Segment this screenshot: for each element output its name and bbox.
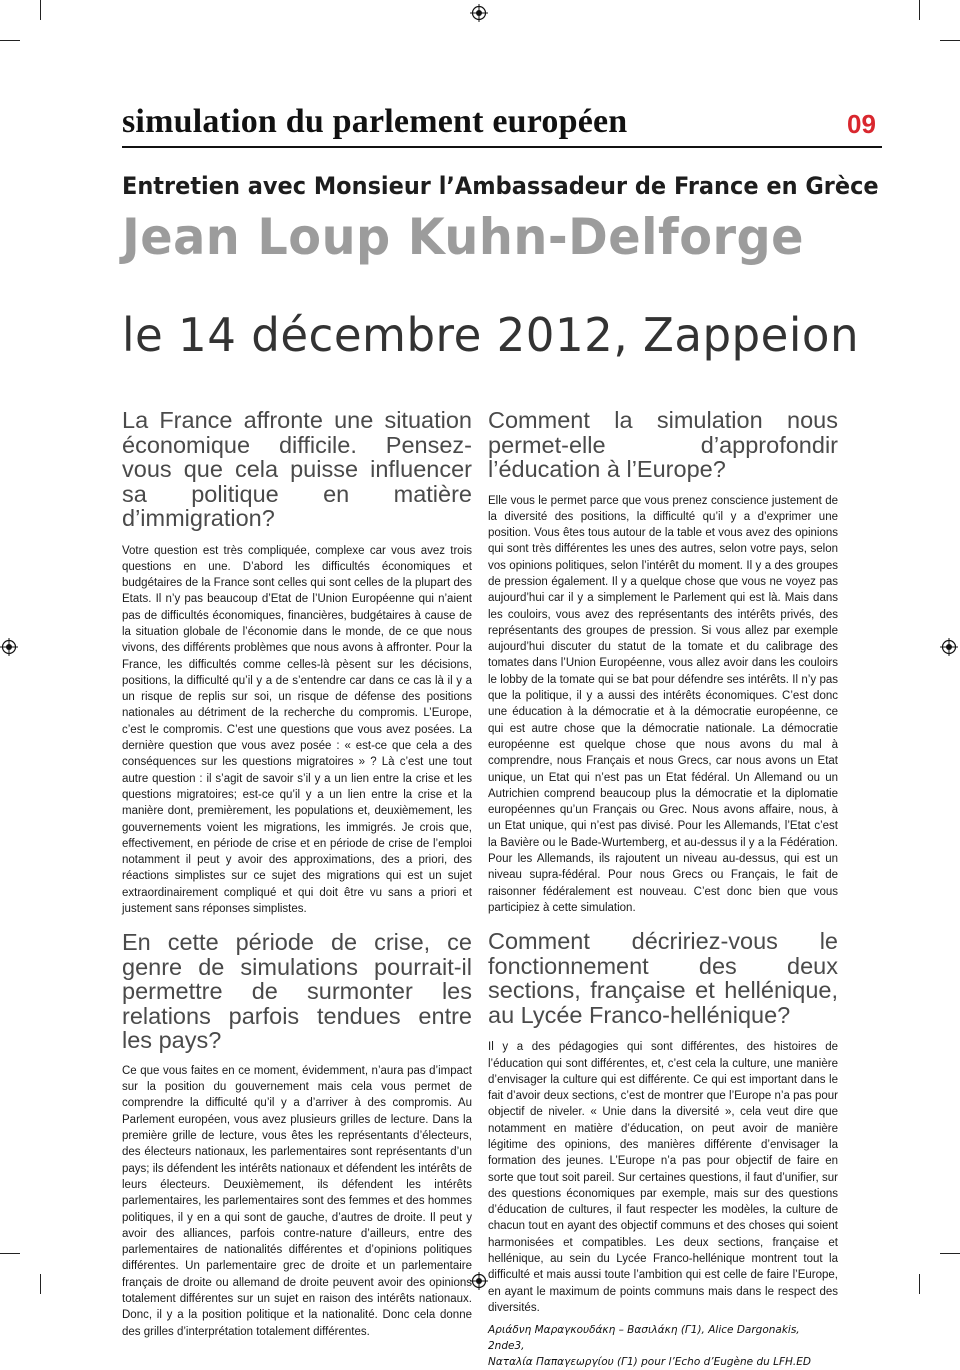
article-kicker: Entretien avec Monsieur l’Ambassadeur de France en Grèce xyxy=(122,172,879,200)
registration-mark-icon xyxy=(470,4,488,22)
header-rule xyxy=(122,146,882,148)
crop-mark xyxy=(919,0,920,20)
question-education-europe: Comment la simulation nous permet-elle d’approfondir l’éducation à l’Europe? xyxy=(488,407,838,482)
registration-mark-icon xyxy=(940,638,958,656)
question-immigration: La France affronte une situation économique difficile. Pensez-vous que cela puisse influencer sa politique en matière d’immigration? xyxy=(122,407,472,531)
crop-mark xyxy=(919,1274,920,1294)
article-date-place: le 14 décembre 2012, Zappeion xyxy=(122,308,860,362)
crop-mark xyxy=(0,40,20,41)
registration-mark-icon xyxy=(470,1272,488,1290)
author-credit-line-1: Αριάδνη Μαραγκουδάκη – Βασιλάκη (Γ1), Alice Dargonakis, 2nde3, xyxy=(488,1324,800,1353)
question-two-sections: Comment décririez-vous le fonctionnement des deux sections, française et hellénique, au Lycée Franco-hellénique? xyxy=(488,928,838,1028)
registration-mark-icon xyxy=(0,638,18,656)
crop-mark xyxy=(40,1274,41,1294)
section-title: simulation du parlement européen xyxy=(122,103,628,140)
left-column xyxy=(122,408,472,1340)
article-title: Jean Loup Kuhn-Delforge xyxy=(122,208,805,266)
answer-two-sections: Il y a des pédagogies qui sont différentes, des histoires de l’éducation qui sont différentes, et, c’est cela la culture, une manière d’envisager la culture qui est différente. Ce qui est important dans le fait d’avoir deux sections, c’est de montrer que l’Europe n’a pas pour objectif de niveler. « Unie dans la diversité », cela veut dire que notamment en matière d’éducation, on peut avoir de manière légitime des opinions, des manières différente d’envisager la formation des jeunes. L’Europe n’a pas pour objectif de faire en sorte que tout soit pareil. Sur certaines questions, il faut d’unifier, sur des questions économiques par exemple, mais sur des questions d’éducation de cultures, il faut respecter les modèles, la culture de chacun tout en ayant des objectif communs et des choses qui soient harmonisées et compatibles. Les deux sections, française et hellénique, au sein du Lycée Franco-hellénique montrent tout la difficulté et mais aussi toute l’ambition qui est celle de faire l’Europe, en ayant le maximum de points communs mais dans le respect des diversités. xyxy=(488,1041,838,1314)
crop-mark xyxy=(940,1253,960,1254)
page-number: 09 xyxy=(847,109,876,139)
answer-crisis-simulations: Ce que vous faites en ce moment, évidemment, n’aura pas d’impact sur la position du gouvernement mais cela vous permet de comprendre la difficulté qu’il y a d’arriver à des compromis. Au Parlement européen, vous avez plusieurs grilles de lecture. Dans la première grille de lecture, vous êtes les représentants d’électeurs, des électeurs nationaux, les parlementaires sont représentants d’un pays; ils défendent les intérêts nationaux et défendent les intérêts de leurs électeurs. Deuxièmement, ils défendent les intérêts parlementaires, les parlementaires sont des femmes et des hommes politiques, il y en a qui sont de gauche, d’autres de droite. Il peut y avoir des alliances, parfois contre-nature d’ailleurs, entre des parlementaires de nationalités différentes et d’opinions politiques différentes. Un parlementaire grec de droite et un parlementaire français de droite ou allemand de droite peuvent avoir des opinions totalement différentes sur un sujet en raison des intérêts nationaux. Donc, il y a la position politique et la nationalité. Donc cela donne des grilles d’interprétation totalement différentes. xyxy=(122,1064,472,1338)
crop-mark xyxy=(940,40,960,41)
author-credit-line-2: Ναταλία Παπαγεωργίου (Γ1) pour l’Echo d’Eugène du LFH.ED xyxy=(488,1356,811,1369)
answer-education-europe: Elle vous le permet parce que vous prenez conscience justement de la diversité des positions, la difficulté qu’il y a d’exprimer une position. Vous êtes tous autour de la table et vous avez des opinions qui sont très différentes les unes des autres, selon votre pays, selon vos opinions politiques, selon l’intérêt du moment. Il y a des groupes de pression également. Il y a quelque chose que vous ne voyez pas aujourd’hui car il y a simplement le Parlement qui est là. Mais dans les couloirs, vous avez des représentants des intérêts privés, des représentants des groupes de pression. Si vous allez par exemple aujourd’hui discuter du statut de la tomate et du calibrage des tomates dans l’Union Européenne, vous allez avoir dans les couloirs le lobby de la tomate qui se bat pour défendre ses intérêts. Il n’y pas que la politique, il y a aussi des intérêts économiques. C’est donc une éducation à la démocratie et à la démocratie européenne, ce qui est autre chose que la démocratie nationale. La démocratie européenne est quelque chose que nous avons du mal à comprendre, nous Français et nous Grecs, car nous avons un Etat unique, un Etat qui n’est pas un Etat fédéral. Un Allemand ou un Autrichien comprend beaucoup plus la démocratie et la diplomatie européennes qu’un Français ou Grec. Nous avons affaire, nous, à un Etat unique, qui n’est pas divisé. Pour les Allemands, l’Etat c’est la Bavière ou le Bade-Wurtemberg, et au-dessus il y a la Fédération. Pour les Allemands, ils rajoutent un niveau au-dessus, qui est un niveau supra-fédéral. Pour nous Grecs ou Français, le fait de raisonner fédéralement est nouveau. C’est donc bien que vous participiez à cette simulation. xyxy=(488,494,838,914)
question-crisis-simulations: En cette période de crise, ce genre de simulations pourrait-il permettre de surmonter les relations parfois tendues entre les pays? xyxy=(122,929,472,1054)
crop-mark xyxy=(40,0,41,20)
answer-immigration: Votre question est très compliquée, complexe car vous avez trois questions en une. D’abord les difficultés économiques et budgétaires de la France sont celles qui sont celles de la plupart des Etats. Il n’y pas beaucoup d’Etat de l’Union Européenne qui n’aient pas de difficultés économiques, financières, budgétaires à cause de la situation globale de l’économie dans le monde, de ce que nous vivons, des différents problèmes que nous avons à affronter. Pour la France, les difficultés comme celles-là pèsent sur les décisions, positions, la difficulté qu’il y a de s’entendre car dans ce cas là il y a un risque de replis sur soi, un risque de défense des positions nationales au détriment de la recherche du compromis. L’Europe, c’est le compromis. C’est une questions que vous avez posées. La dernière question que vous avez posée : « est-ce que cela a des conséquences sur les questions migratoires » ? Là c’est une tout autre question : il s’agit de savoir s’il y a un lien entre la crise et les questions migratoires; est-ce qu’il y a un lien entre la crise et la manière dont, premièrement, les populations et, deuxièmement, les gouvernements voient les migrations, les immigrés. Je crois que, effectivement, en période de crise et en période de crise de l’emploi notamment il peut y avoir des approximations, des a priori, des réactions simplistes sur ce sujet des migrations qui est un sujet extraordinairement compliqué et qui doit être vu sans a priori et justement sans réponses simplistes. xyxy=(122,544,472,916)
right-column xyxy=(488,408,838,1370)
crop-mark xyxy=(0,1253,20,1254)
author-credit xyxy=(488,1322,838,1370)
